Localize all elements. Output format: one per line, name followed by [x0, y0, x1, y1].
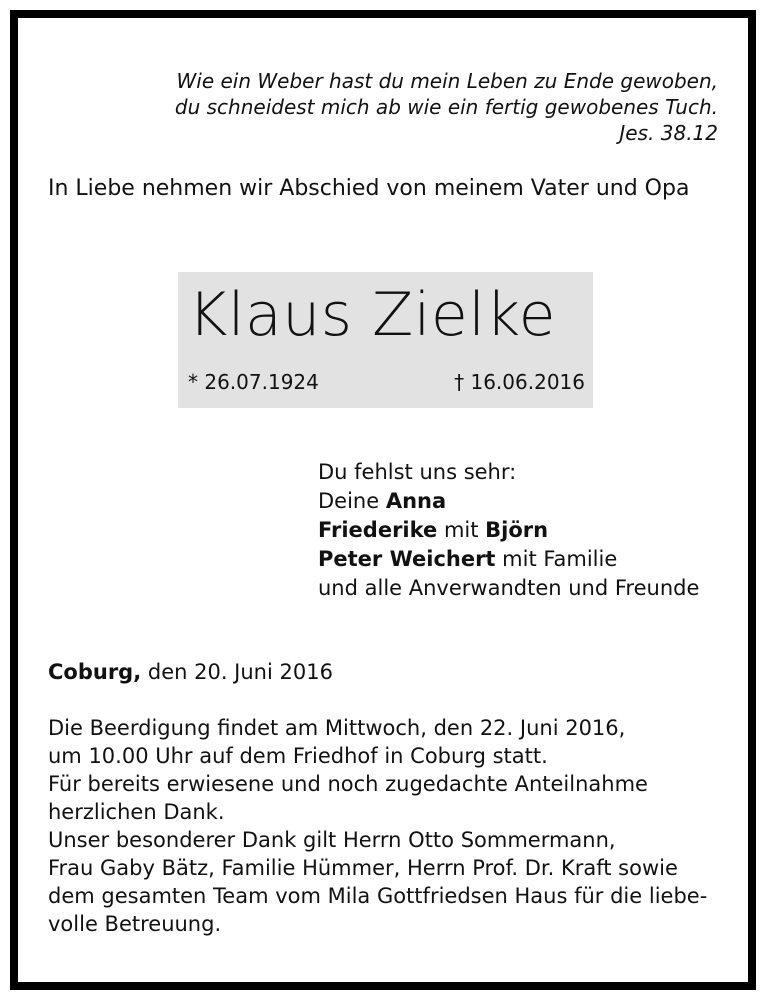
funeral-line-4: herzlichen Dank.	[48, 800, 225, 824]
verse-line-1: Wie ein Weber hast du mein Leben zu Ende gewoben,	[176, 69, 718, 93]
family-name-peter: Peter Weichert	[318, 547, 496, 571]
family-line-4	[318, 545, 699, 574]
family-name-friederike: Friederike	[318, 518, 438, 542]
deceased-name: Klaus Zielke	[188, 280, 557, 350]
birth-date: * 26.07.1924	[188, 370, 319, 394]
obituary-frame	[10, 10, 756, 990]
funeral-line-2: um 10.00 Uhr auf dem Friedhof in Coburg statt.	[48, 744, 548, 768]
family-line-3	[318, 516, 699, 545]
death-date: † 16.06.2016	[454, 370, 585, 394]
family-list	[318, 458, 699, 603]
family-line-5: und alle Anverwandten und Freunde	[318, 576, 700, 600]
name-box	[178, 272, 593, 408]
verse-source: Jes. 38.12	[619, 121, 718, 145]
thanks-line-2: Frau Gaby Bätz, Familie Hümmer, Herrn Prof. Dr. Kraft sowie	[48, 856, 678, 880]
place-date	[48, 660, 333, 684]
family-name-anna: Anna	[385, 489, 447, 513]
thanks-line-3: dem gesamten Team vom Mila Gottfriedsen Haus für die liebe-	[48, 884, 708, 908]
family-line-2-prefix: Deine	[318, 489, 386, 513]
place: Coburg,	[48, 660, 142, 684]
verse-line-2: du schneidest mich ab wie ein fertig gewobenes Tuch.	[174, 95, 718, 119]
date: den 20. Juni 2016	[141, 660, 333, 684]
family-line-1: Du fehlst uns sehr:	[318, 460, 517, 484]
funeral-line-3: Für bereits erwiesene und noch zugedachte Anteilnahme	[48, 772, 648, 796]
family-line-4-suffix: mit Familie	[495, 547, 618, 571]
thanks-line-1: Unser besonderer Dank gilt Herrn Otto Sommermann,	[48, 828, 616, 852]
family-name-bjoern: Björn	[485, 518, 549, 542]
funeral-line-1: Die Beerdigung findet am Mittwoch, den 22. Juni 2016,	[48, 716, 626, 740]
family-line-3-mid: mit	[437, 518, 486, 542]
intro-text: In Liebe nehmen wir Abschied von meinem Vater und Opa	[48, 176, 690, 201]
thanks-line-4: volle Betreuung.	[48, 912, 222, 936]
funeral-info	[48, 714, 648, 826]
bible-verse	[175, 68, 718, 146]
thanks-info	[48, 826, 707, 938]
family-line-2	[318, 487, 699, 516]
